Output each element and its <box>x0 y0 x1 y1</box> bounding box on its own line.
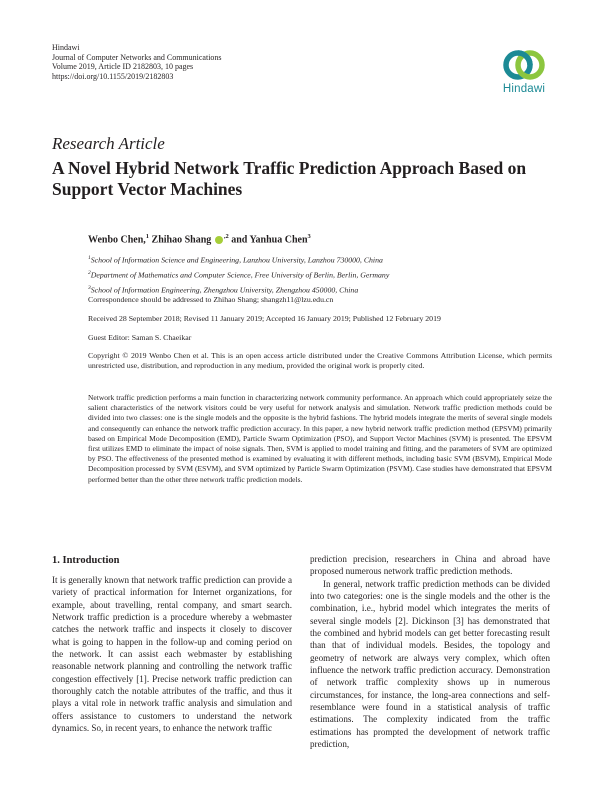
author-name: and Yanhua Chen <box>231 234 308 246</box>
affiliation-item <box>88 252 389 267</box>
author-name: Zhihao Shang <box>151 234 212 246</box>
guest-editor: Guest Editor: Saman S. Chaeikar <box>88 333 192 342</box>
publication-dates: Received 28 September 2018; Revised 11 January 2019; Accepted 16 January 2019; Published 12 February 2019 <box>88 314 441 323</box>
body-paragraph: In general, network traffic prediction methods can be divided into two categories: one is the single models and the other is the combination, i.e., hybrid model which integrates the merits of several single models [2]. Dickinson [3] has demonstrated that the combined and hybrid models can get better forecasting result than that of individual models. Besides, the topology and geometry of network are always very complex, which often influence the network traffic prediction accuracy. Demonstration of network traffic complexity shows up in numerous circumstances, for instance, the long-area connections and self-resemblance were found in a statistical analysis of traffic estimations. The complexity indicated from the traffic estimations has prompted the development of network traffic prediction, <box>310 578 550 750</box>
correspondence: Correspondence should be addressed to Zhihao Shang; shangzh11@lzu.edu.cn <box>88 295 334 304</box>
body-paragraph: prediction precision, researchers in China and abroad have proposed numerous network traffic prediction methods. <box>310 554 550 577</box>
journal-name: Journal of Computer Networks and Communications <box>52 52 222 62</box>
logo-text: Hindawi <box>502 83 546 95</box>
affiliation-sup: 1 <box>88 255 91 261</box>
article-title: A Novel Hybrid Network Traffic Prediction Approach Based on Support Vector Machines <box>52 158 527 199</box>
affiliation-text: Department of Mathematics and Computer Science, Free University of Berlin, Berlin, Germany <box>90 270 390 280</box>
author-name: Wenbo Chen, <box>88 234 146 246</box>
affiliation-sup: 3 <box>88 285 91 292</box>
body-column-right <box>310 553 550 751</box>
author-affil-sup: ,2 <box>223 233 229 240</box>
orcid-icon[interactable] <box>215 236 223 244</box>
article-type: Research Article <box>52 134 165 153</box>
doi-link[interactable]: https://doi.org/10.1155/2019/2182803 <box>52 71 174 81</box>
journal-header <box>52 43 222 81</box>
affiliation-item <box>88 267 389 282</box>
affiliations <box>88 252 389 298</box>
body-column-left <box>52 555 292 734</box>
author-list <box>88 233 311 245</box>
hindawi-logo <box>496 47 552 95</box>
copyright-notice: Copyright © 2019 Wenbo Chen et al. This is an open access article distributed under the Creative Commons Attribution License, which permits unrestricted use, distribution, and reproduction in any medium, provided the original work is properly cited. <box>88 351 552 371</box>
affiliation-text: School of Information Science and Engineering, Lanzhou University, Lanzhou 730000, China <box>90 255 383 265</box>
body-paragraph: It is generally known that network traffic prediction can provide a variety of practical information for Internet organizations, for example, about travelling, rental company, and smart search. Network traffic prediction is a procedure whereby a webmaster catches the network traffic and inspects it closely to discover what is going to happen in the follow-up and coming period on the network. It can assist each webmaster by establishing reasonable network planning and controlling the network traffic congestion effectively [1]. Precise network traffic prediction can thoroughly catch the notable attributes of the traffic, and thus it plays a vital role in network traffic analysis and simulation and offers assistance to customers to understand the network dynamics. So, in recent years, to enhance the network traffic <box>52 575 292 734</box>
affiliation-sup: 2 <box>88 270 91 277</box>
author-affil-sup: 1 <box>145 233 150 240</box>
section-heading: 1. Introduction <box>52 555 120 566</box>
hindawi-logo-icon <box>502 47 546 83</box>
publisher-name: Hindawi <box>52 43 80 52</box>
author-affil-sup: 3 <box>307 233 311 240</box>
abstract: Network traffic prediction performs a main function in characterizing network community performance. An approach which could appropriately seize the salient characteristics of the network visitors could be very useful for network analysis and simulation. Network traffic prediction methods could be divided into two classes: one is the single models and the opposite is the hybrid fashions. The hybrid models integrate the merits of several single models and consequently can enhance the network traffic prediction accuracy. In this paper, a new hybrid network traffic prediction method (EPSVM) primarily based on Empirical Mode Decomposition (EMD), Particle Swarm Optimization (PSO), and Support Vector Machines (SVM) is presented. The EPSVM first utilizes EMD to eliminate the impact of noise signals. Then, SVM is applied to model training and fitting, and the parameters of SVM are optimized by PSO. The effectiveness of the presented method is examined by evaluating it with different methods, including basic SVM (BSVM), Empirical Mode Decomposition processed by SVM (ESVM), and SVM optimized by Particle Swarm Optimization (PSVM). Case studies have demonstrated that EPSVM performed better than the other three network traffic prediction models. <box>88 393 552 484</box>
volume-info: Volume 2019, Article ID 2182803, 10 pages <box>52 62 194 72</box>
affiliation-text: School of Information Engineering, Zhengzhou University, Zhengzhou 450000, China <box>90 285 359 295</box>
